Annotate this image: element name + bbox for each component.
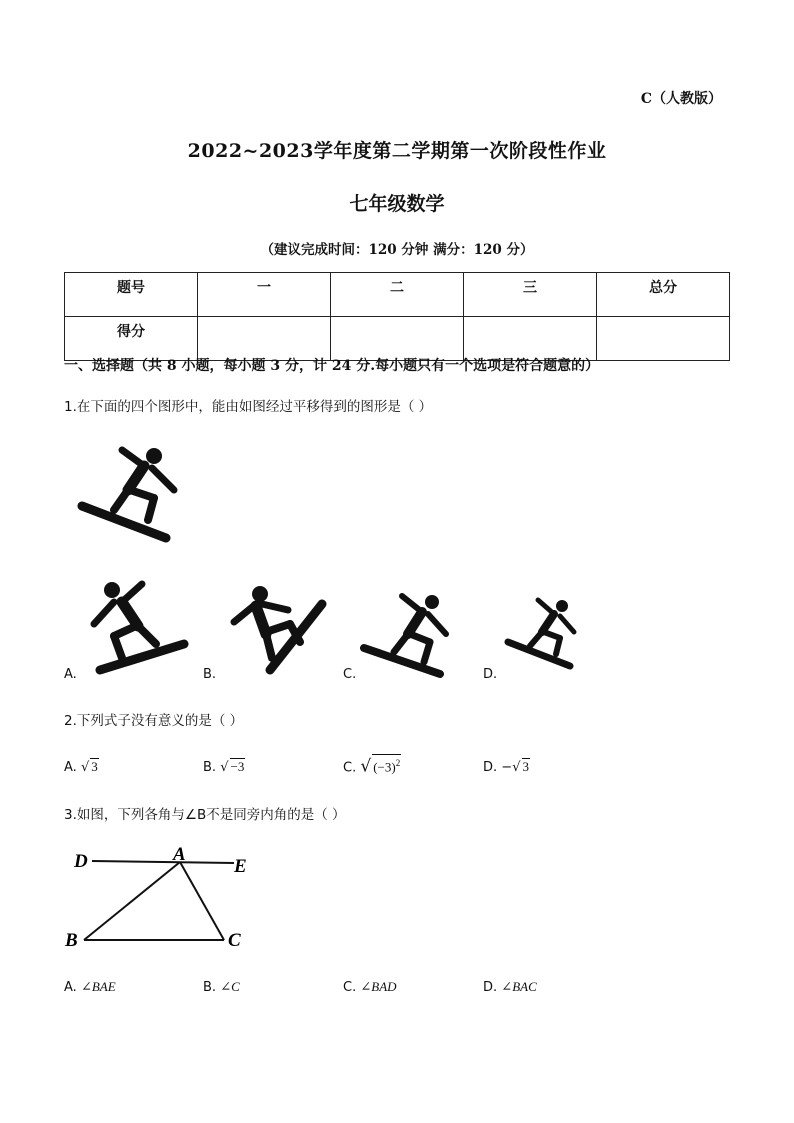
radicand: 3: [91, 759, 98, 774]
question-3-text: 3.如图，下列各角与∠B不是同旁内角的是（ ）: [64, 807, 346, 823]
option-label: A.: [64, 760, 77, 775]
score-header-cell: 三: [464, 273, 597, 317]
triangle-figure: [62, 842, 262, 957]
score-header-cell: 一: [198, 273, 331, 317]
angle-expression: ∠BAC: [501, 979, 537, 994]
edition-label: C（人教版）: [640, 91, 722, 107]
score-row: [65, 317, 730, 361]
angle-expression: ∠C: [220, 979, 240, 994]
option-d: [483, 758, 530, 775]
option-label: C.: [343, 980, 357, 995]
snowboarder-option-c-figure: [358, 588, 458, 683]
snowboarder-original-figure: [70, 436, 190, 551]
option-label: C.: [343, 760, 357, 776]
option-label: A.: [64, 667, 77, 682]
page-title: 2022~2023学年度第二学期第一次阶段性作业: [187, 140, 607, 162]
exponent: 2: [395, 758, 401, 768]
score-cell[interactable]: [198, 317, 331, 361]
question-2-text: 2.下列式子没有意义的是（ ）: [64, 713, 244, 729]
snowboarder-option-b-figure: [226, 580, 332, 680]
option-c: [343, 754, 401, 776]
option-label: D.: [483, 760, 498, 775]
option-b: [203, 758, 245, 775]
snowboarder-option-a-figure: [86, 578, 196, 678]
timing-note: （建议完成时间：120 分钟 满分：120 分）: [260, 242, 534, 258]
score-cell[interactable]: [331, 317, 464, 361]
option-a: [64, 758, 99, 775]
score-table: [64, 272, 730, 361]
point-label-c: C: [228, 930, 241, 951]
option-label: C.: [343, 667, 357, 682]
score-header-cell: 总分: [597, 273, 730, 317]
option-label: B.: [203, 760, 217, 775]
score-row-label: 得分: [65, 317, 198, 361]
point-label-a: A: [173, 844, 186, 865]
score-cell[interactable]: [597, 317, 730, 361]
radical-sign: √: [512, 760, 521, 775]
snowboarder-option-d-figure: [502, 594, 584, 674]
minus-prefix: −: [501, 760, 513, 775]
option-label: A.: [64, 980, 77, 995]
score-header-cell: 二: [331, 273, 464, 317]
page-subtitle: 七年级数学: [349, 193, 445, 215]
score-header-row: [65, 273, 730, 317]
angle-expression: ∠BAE: [80, 979, 116, 994]
radical-sign: √: [80, 760, 90, 775]
radical-sign: √: [360, 756, 372, 777]
radicand: (−3): [373, 759, 396, 775]
radicand: −3: [230, 759, 245, 774]
option-a: [64, 979, 116, 995]
point-label-d: D: [74, 851, 88, 872]
point-label-e: E: [234, 856, 247, 877]
score-cell[interactable]: [464, 317, 597, 361]
option-label: D.: [483, 980, 498, 995]
score-header-cell: 题号: [65, 273, 198, 317]
question-1-text: 1.在下面的四个图形中，能由如图经过平移得到的图形是（ ）: [64, 399, 433, 415]
radical-sign: √: [220, 760, 229, 775]
option-b: [203, 979, 240, 995]
option-c: [343, 979, 397, 995]
radicand: 3: [522, 759, 529, 774]
option-label: B.: [203, 667, 217, 682]
point-label-b: B: [65, 930, 78, 951]
option-label: D.: [483, 667, 498, 682]
section-heading: 一、选择题（共 8 小题，每小题 3 分，计 24 分.每小题只有一个选项是符合题意的）: [64, 358, 600, 374]
angle-expression: ∠BAD: [360, 979, 397, 994]
option-d: [483, 979, 537, 995]
option-label: B.: [203, 980, 217, 995]
